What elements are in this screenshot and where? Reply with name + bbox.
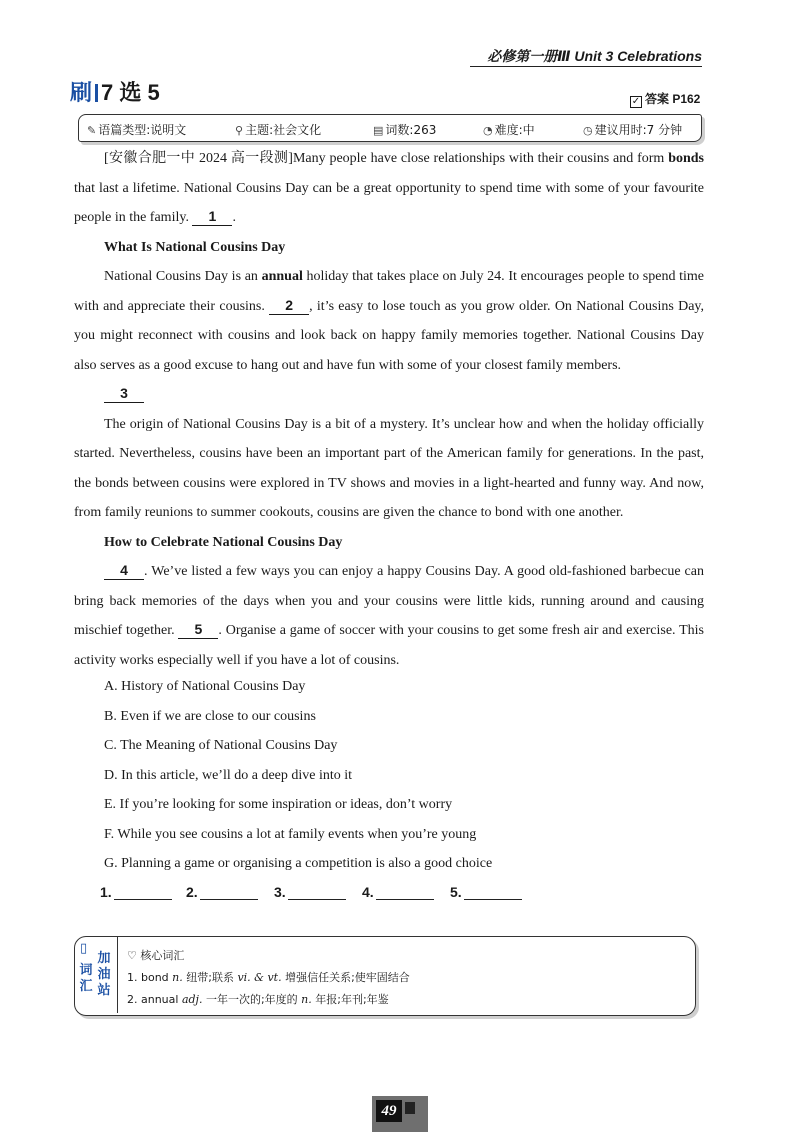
vocab-item-2: [127, 991, 389, 1007]
brush-icon: 刷: [70, 81, 93, 106]
page-number: 49: [376, 1100, 402, 1122]
answer-slot-3[interactable]: [274, 884, 346, 900]
option-g: G. Planning a game or organising a competition is also a good choice: [104, 856, 493, 871]
paragraph-2: [74, 262, 704, 380]
answer-slot-label: 1.: [100, 884, 112, 900]
vocab-pos: vi. & vt.: [237, 971, 282, 984]
book-icon: ▯: [80, 941, 88, 956]
section-title: [70, 76, 160, 107]
blank-4[interactable]: 4: [104, 561, 144, 580]
badge-right-text: 加油站: [97, 951, 111, 998]
answer-slot-4[interactable]: [362, 884, 434, 900]
paragraph-blank-3: [74, 380, 704, 410]
vocab-item-1: [127, 969, 410, 985]
blank-2[interactable]: 2: [269, 296, 309, 315]
vocab-box: [74, 936, 696, 1016]
paragraph-4-text: . We’ve listed a few ways you can enjoy a happy Cousins Day. A good old-fashioned barbecue can bring back memories of the days when you and your cousins were little kids, running around and causing mischief together.: [74, 564, 704, 638]
option-a: A. History of National Cousins Day: [104, 679, 306, 694]
info-genre: [87, 121, 186, 138]
vocab-meaning: 年报;年刊;年鉴: [311, 993, 389, 1006]
paragraph-4: [74, 557, 704, 675]
info-word-count-text: 词数:263: [385, 123, 437, 137]
vocab-pos: adj.: [181, 993, 203, 1006]
answer-slot-5[interactable]: [450, 884, 522, 900]
info-difficulty: [483, 121, 535, 138]
badge-left-text: 词汇: [79, 963, 93, 994]
vocab-badge: [75, 937, 118, 1013]
option-b: B. Even if we are close to our cousins: [104, 708, 316, 724]
paragraph-2-text: National Cousins Day is an: [104, 269, 262, 284]
page-number-block: [372, 1096, 428, 1132]
options-list: [74, 672, 704, 879]
keyword-bonds: bonds: [668, 151, 704, 166]
answer-slot-label: 3.: [274, 884, 286, 900]
paragraph-2-text: holiday that takes place on July 24. It encourages people to spend time with and appreciate their cousins.: [74, 269, 705, 314]
source-tag: [安徽合肥一中 2024 高一段测]: [104, 151, 293, 166]
header-rule: [470, 66, 702, 67]
answer-line[interactable]: [376, 885, 434, 900]
section-title-text: 7 选 5: [101, 80, 160, 105]
heart-icon: ♡: [127, 949, 141, 962]
answer-line[interactable]: [200, 885, 258, 900]
info-suggested-time-text: 建议用时:7 分钟: [594, 123, 683, 137]
vocab-word: 1. bond: [127, 971, 173, 984]
clock-icon: ◷: [583, 124, 593, 137]
vocab-title: [127, 947, 184, 963]
option-d: D. In this article, we’ll do a deep dive into it: [104, 767, 353, 783]
answer-slot-label: 5.: [450, 884, 462, 900]
option-f: F. While you see cousins a lot at family events when you’re young: [104, 826, 477, 842]
option-e: E. If you’re looking for some inspiration or ideas, don’t worry: [104, 797, 453, 812]
paragraph-1-text: that last a lifetime. National Cousins Day can be a great opportunity to spend time with some of your favourite people in the family.: [74, 180, 704, 225]
heading-how-to: How to Celebrate National Cousins Day: [104, 534, 343, 550]
info-word-count: [373, 121, 436, 138]
page-tab-marker: [405, 1102, 415, 1114]
option-c: C. The Meaning of National Cousins Day: [104, 738, 338, 753]
paragraph-1-text: Many people have close relationships with their cousins and form: [292, 151, 669, 166]
answer-line[interactable]: [464, 885, 522, 900]
magnifier-icon: ⚲: [235, 124, 244, 137]
answer-reference-text: 答案 P162: [645, 92, 701, 106]
keyword-annual: annual: [261, 269, 303, 284]
info-theme-text: 主题:社会文化: [245, 123, 322, 137]
info-difficulty-text: 难度:中: [494, 123, 535, 137]
vocab-pos: n.: [172, 971, 183, 984]
vocab-meaning: 纽带;联系: [182, 971, 238, 984]
blank-3[interactable]: 3: [104, 384, 144, 403]
blank-1[interactable]: 1: [192, 207, 232, 226]
info-suggested-time: [583, 121, 682, 138]
running-header: 必修第一册Ⅲ Unit 3 Celebrations: [487, 48, 702, 64]
answer-slot-1[interactable]: [100, 884, 172, 900]
vocab-meaning: 增强信任关系;使牢固结合: [281, 971, 410, 984]
checkbox-icon: ✓: [631, 96, 641, 107]
pen-icon: ✎: [87, 124, 97, 137]
answer-line[interactable]: [114, 885, 172, 900]
info-theme: [235, 121, 321, 138]
answer-slot-2[interactable]: [186, 884, 258, 900]
info-genre-text: 语篇类型:说明文: [98, 123, 187, 137]
answer-reference: [630, 90, 700, 108]
title-bar-divider: [95, 84, 98, 102]
paragraph-1: [74, 144, 704, 233]
paragraph-2-text: , it’s easy to lose touch as you grow older. On National Cousins Day, you might reconnect with cousins and look back on happy family memories together. National Cousins Day also serves as a good excuse to hang out and have fun with some of your closest family members.: [74, 298, 704, 373]
vocab-title-text: 核心词汇: [140, 949, 185, 962]
blank-5[interactable]: 5: [178, 620, 218, 639]
info-bar: [78, 114, 702, 142]
answer-slot-label: 2.: [186, 884, 198, 900]
vocab-meaning: 一年一次的;年度的: [202, 993, 302, 1006]
paragraph-3: The origin of National Cousins Day is a bit of a mystery. It’s unclear how and when the holiday officially started. Nevertheless, cousins have been an important part of the American family for generations. In the past, the bonds between cousins were explored in TV shows and movies in a light-hearted and funny way. And now, from family reunions to summer cookouts, cousins are given the chance to bond with one another.: [74, 416, 704, 520]
paragraph-1-text: .: [232, 210, 236, 225]
heading-what-is: What Is National Cousins Day: [104, 239, 286, 255]
answer-slot-label: 4.: [362, 884, 374, 900]
document-icon: ▤: [373, 124, 384, 137]
paragraph-4-text: . Organise a game of soccer with your cousins to get some fresh air and exercise. This activity works especially well if you have a lot of cousins.: [74, 623, 704, 668]
vocab-word: 2. annual: [127, 993, 182, 1006]
answer-line[interactable]: [288, 885, 346, 900]
passage: [74, 144, 704, 675]
vocab-pos: n.: [301, 993, 312, 1006]
difficulty-icon: ◔: [483, 124, 493, 137]
